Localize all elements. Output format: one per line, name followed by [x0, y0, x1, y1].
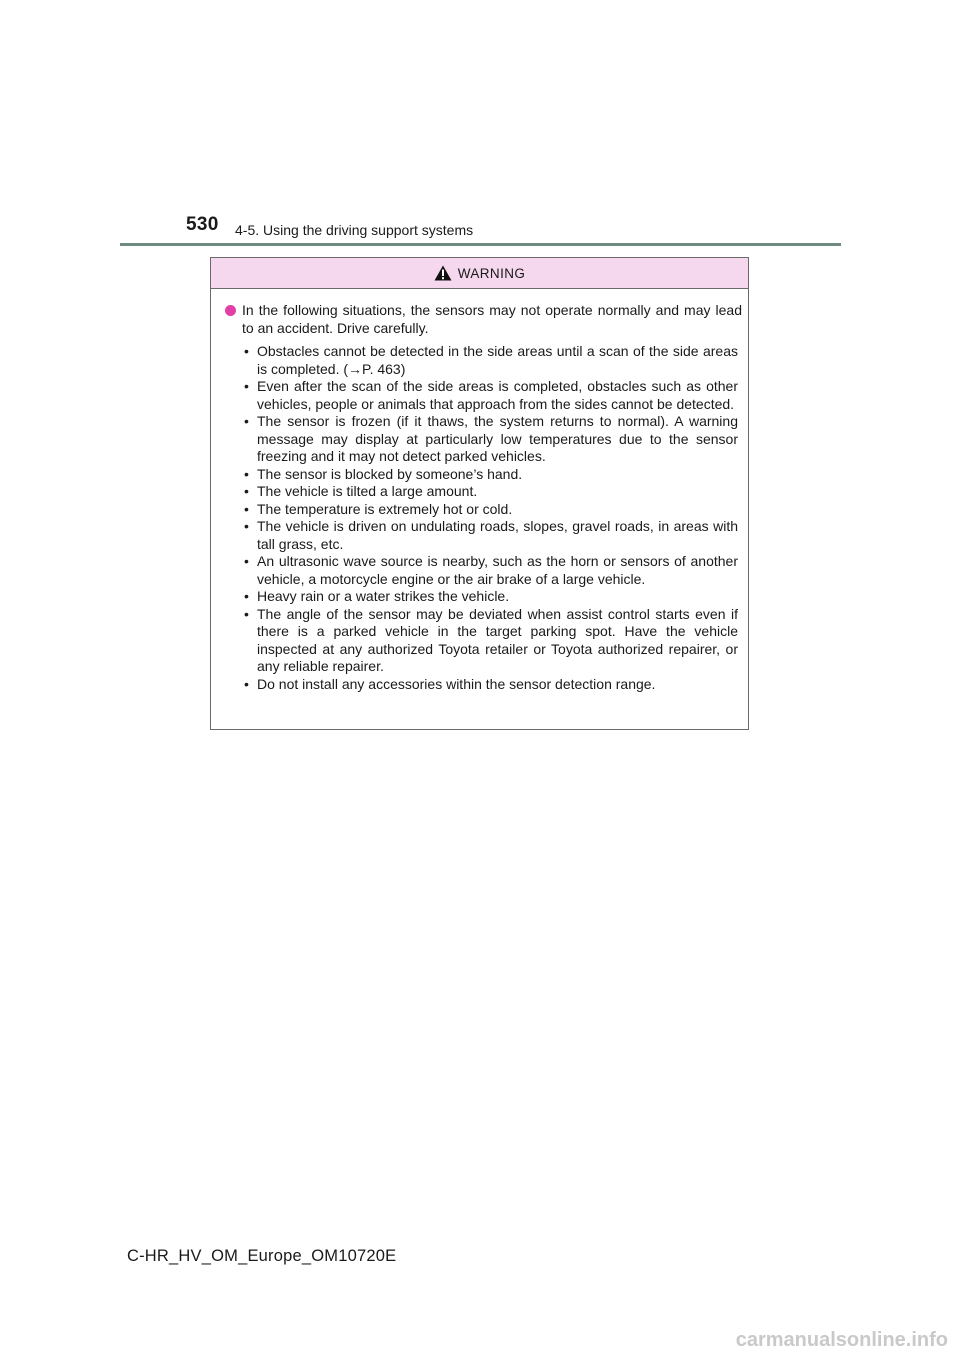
watermark: carmanualsonline.info	[735, 1329, 948, 1351]
warning-items-list	[242, 343, 738, 693]
warning-header	[211, 258, 748, 289]
warning-item	[242, 343, 738, 378]
warning-item-text: Do not install any accessories within the sensor detection range.	[257, 675, 656, 692]
warning-item-text: Obstacles cannot be detected in the side areas until a scan of the side areas is completed. (→P. 463)	[257, 343, 738, 377]
warning-item	[242, 501, 738, 519]
warning-item-text: Heavy rain or a water strikes the vehicle.	[257, 588, 510, 604]
header-rule	[120, 243, 841, 246]
warning-item-text: The temperature is extremely hot or cold.	[257, 500, 513, 517]
warning-item	[242, 378, 738, 413]
list-bullet: •	[244, 413, 249, 429]
list-bullet: •	[244, 553, 249, 569]
warning-item-text: The sensor is frozen (if it thaws, the system returns to normal). A warning message may display at particularly low temperatures due to the sensor freezing and it may not detect parked vehicles.	[257, 413, 738, 464]
list-bullet: •	[244, 465, 249, 482]
warning-intro	[242, 301, 742, 337]
warning-item-text: The angle of the sensor may be deviated when assist control starts even if there is a parked vehicle in the target parking spot. Have the vehicle inspected at any authorized Toyota retailer or Toyota authorized repairer, or any reliable repairer.	[257, 605, 738, 674]
warning-item	[242, 518, 738, 553]
warning-item-text: Even after the scan of the side areas is completed, obstacles such as other vehicles, people or animals that approach from the sides cannot be detected.	[257, 378, 738, 412]
warning-item-text: An ultrasonic wave source is nearby, such as the horn or sensors of another vehicle, a motorcycle engine or the air brake of a large vehicle.	[257, 553, 738, 587]
section-title: 4-5. Using the driving support systems	[235, 222, 474, 238]
warning-item	[242, 483, 738, 501]
list-bullet: •	[244, 500, 249, 517]
warning-item	[242, 588, 738, 606]
warning-triangle-icon	[434, 265, 452, 281]
list-bullet: •	[244, 483, 249, 499]
warning-item	[242, 676, 738, 694]
document-code: C-HR_HV_OM_Europe_OM10720E	[127, 1247, 397, 1265]
warning-title: WARNING	[457, 265, 526, 281]
list-bullet: •	[244, 605, 249, 622]
bullet-dot-icon	[225, 305, 236, 316]
warning-box	[210, 257, 749, 730]
page-number: 530	[186, 214, 219, 235]
list-bullet: •	[244, 588, 249, 604]
list-bullet: •	[244, 675, 249, 692]
warning-item	[242, 413, 738, 466]
warning-intro-text: In the following situations, the sensors may not operate normally and may lead to an accident. Drive carefully.	[242, 302, 742, 336]
warning-item	[242, 466, 738, 484]
warning-item-text: The vehicle is driven on undulating roads, slopes, gravel roads, in areas with tall grass, etc.	[257, 518, 738, 552]
list-bullet: •	[244, 343, 249, 359]
warning-item-text: The sensor is blocked by someone’s hand.	[257, 465, 523, 482]
warning-item-text: The vehicle is tilted a large amount.	[257, 483, 478, 499]
list-bullet: •	[244, 518, 249, 534]
warning-item	[242, 606, 738, 676]
warning-item	[242, 553, 738, 588]
list-bullet: •	[244, 378, 249, 394]
